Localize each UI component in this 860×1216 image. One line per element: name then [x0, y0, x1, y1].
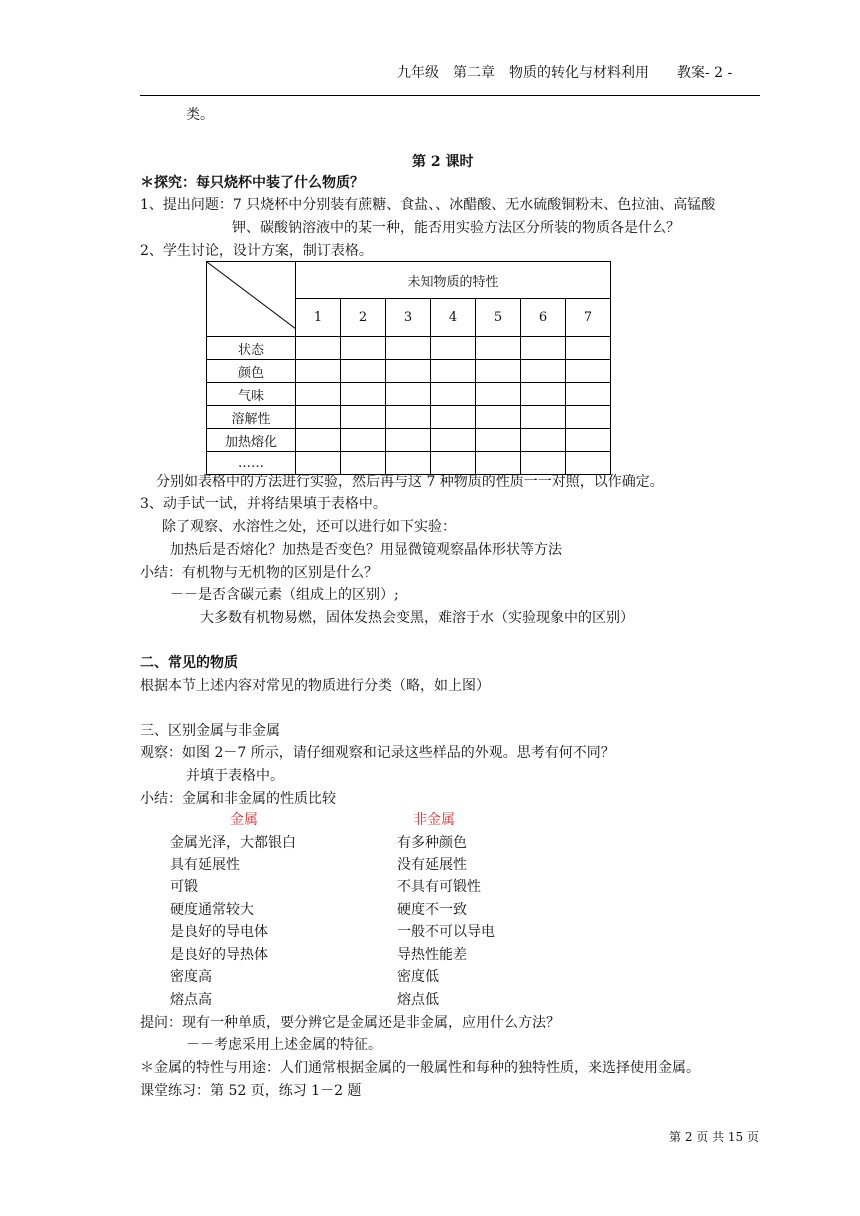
text-line: ＊金属的特性与用途：人们通常根据金属的一般属性和每种的独特性质，来选择使用金属。 — [140, 1060, 700, 1076]
table-row — [207, 360, 611, 383]
row-label: …… — [207, 452, 296, 475]
metal-property: 密度高 — [170, 969, 212, 985]
row-label: 颜色 — [207, 360, 296, 383]
page-footer: 第 2 页 共 15 页 — [669, 1130, 759, 1144]
metal-property: 是良好的导电体 — [170, 924, 268, 940]
metal-property: 具有延展性 — [170, 857, 240, 873]
row-label: 气味 — [207, 383, 296, 406]
nonmetal-property: 硬度不一致 — [397, 902, 467, 918]
text-line: －－是否含碳元素（组成上的区别）; — [170, 587, 399, 603]
nonmetal-property: 导热性能差 — [397, 947, 467, 963]
row-label: 状态 — [207, 337, 296, 360]
table-row — [207, 406, 611, 429]
text-line: 小结：有机物与无机物的区别是什么？ — [140, 565, 378, 581]
text-line: 根据本节上述内容对常见的物质进行分类（略，如上图） — [140, 678, 490, 694]
section-heading: 二、常见的物质 — [140, 655, 238, 671]
text-line: 除了观察、水溶性之处，还可以进行如下实验： — [162, 519, 456, 535]
text-line: 类。 — [186, 107, 214, 123]
text-line: －－考虑采用上述金属的特征。 — [186, 1037, 382, 1053]
text-line: 小结：金属和非金属的性质比较 — [140, 791, 336, 807]
column-number: 2 — [341, 299, 386, 337]
nonmetal-property: 不具有可锻性 — [397, 879, 481, 895]
text-line: 并填于表格中。 — [186, 768, 284, 784]
page-header: 九年级 第二章 物质的转化与材料利用 教案- 2 - — [397, 65, 733, 81]
column-number: 4 — [431, 299, 476, 337]
text-line: 提问：现有一种单质，要分辨它是金属还是非金属，应用什么方法？ — [140, 1015, 560, 1031]
row-label: 加热熔化 — [207, 429, 296, 452]
metal-property: 金属光泽，大都银白 — [170, 835, 296, 851]
diagonal-line — [207, 262, 296, 329]
properties-table — [206, 261, 611, 475]
text-line: 1、提出问题：7 只烧杯中分别装有蔗糖、食盐、、冰醋酸、无水硫酸铜粉末、色拉油、高锰酸 — [140, 197, 716, 213]
text-line: 课堂练习：第 52 页，练习 1－2 题 — [140, 1083, 362, 1099]
metal-header: 金属 — [230, 812, 258, 828]
row-label: 溶解性 — [207, 406, 296, 429]
text-line: 3、动手试一试，并将结果填于表格中。 — [140, 496, 387, 512]
nonmetal-property: 没有延展性 — [397, 857, 467, 873]
metal-property: 可锻 — [170, 879, 198, 895]
text-line: 分别如表格中的方法进行实验，然后再与这 7 种物质的性质一一对照，以作确定。 — [156, 474, 664, 490]
column-number: 3 — [386, 299, 431, 337]
table-row — [207, 429, 611, 452]
table-corner-cell — [207, 262, 296, 337]
column-number: 7 — [566, 299, 611, 337]
metal-property: 是良好的导热体 — [170, 947, 268, 963]
table-title: 未知物质的特性 — [296, 262, 611, 299]
metal-property: 硬度通常较大 — [170, 902, 254, 918]
nonmetal-property: 密度低 — [397, 969, 439, 985]
section-title: 第 2 课时 — [412, 154, 474, 170]
nonmetal-property: 一般不可以导电 — [397, 924, 495, 940]
header-rule — [140, 95, 760, 96]
nonmetal-property: 有多种颜色 — [397, 835, 467, 851]
column-number: 6 — [521, 299, 566, 337]
column-number: 1 — [296, 299, 341, 337]
section-heading: 三、区别金属与非金属 — [140, 723, 280, 739]
column-number: 5 — [476, 299, 521, 337]
text-line: 观察：如图 2－7 所示，请仔细观察和记录这些样品的外观。思考有何不同？ — [140, 745, 615, 761]
explore-heading: ＊探究：每只烧杯中装了什么物质？ — [140, 175, 364, 191]
text-line: 加热后是否熔化？加热是否变色？用显微镜观察晶体形状等方法 — [170, 542, 562, 558]
table-row — [207, 337, 611, 360]
text-line: 钾、碳酸钠溶液中的某一种，能否用实验方法区分所装的物质各是什么？ — [232, 220, 680, 236]
table-row — [207, 452, 611, 475]
metal-property: 熔点高 — [170, 992, 212, 1008]
nonmetal-property: 熔点低 — [397, 992, 439, 1008]
nonmetal-header: 非金属 — [413, 812, 455, 828]
text-line: 2、学生讨论，设计方案，制订表格。 — [140, 243, 373, 259]
table-row — [207, 383, 611, 406]
text-line: 大多数有机物易燃，固体发热会变黑，难溶于水（实验现象中的区别） — [200, 610, 634, 626]
